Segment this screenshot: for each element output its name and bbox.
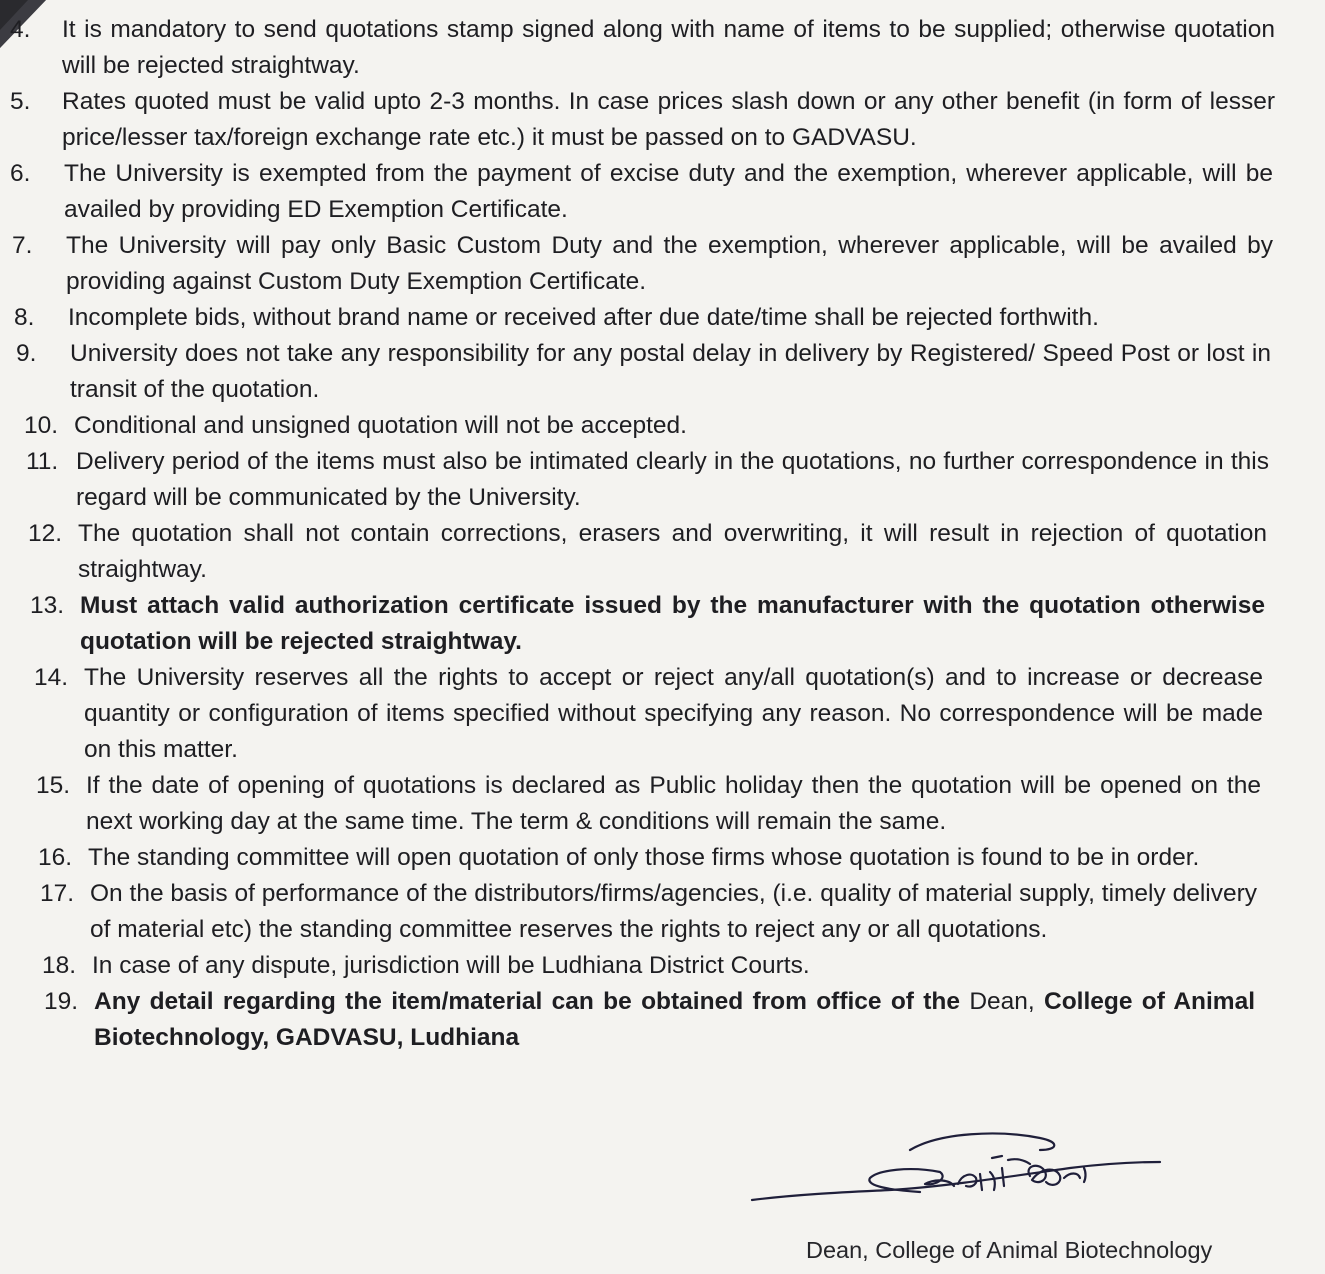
term-number: 15. xyxy=(36,772,71,799)
term-item-4 xyxy=(10,12,1275,84)
term-item-14 xyxy=(34,660,1263,768)
term-item-17 xyxy=(40,876,1257,948)
term-text-bold-part: Any detail regarding the item/material can be obtained from office of the xyxy=(94,988,961,1015)
term-number: 4. xyxy=(10,16,31,43)
term-number: 10. xyxy=(24,412,59,439)
term-item-16 xyxy=(38,840,1259,876)
term-item-15 xyxy=(36,768,1261,840)
term-text: The University is exempted from the payment of excise duty and the exemption, wherever applicable, will be availed by providing ED Exemption Certificate. xyxy=(64,160,1273,223)
term-item-7 xyxy=(12,228,1273,300)
term-text-bold-part: College of Animal Biotechnology, GADVASU, Ludhiana xyxy=(94,988,1256,1051)
term-text: Must attach valid authorization certificate issued by the manufacturer with the quotation otherwise quotation will be rejected straightway. xyxy=(80,592,1265,655)
term-text: Conditional and unsigned quotation will not be accepted. xyxy=(74,412,687,439)
term-text: Rates quoted must be valid upto 2-3 months. In case prices slash down or any other benefit (in form of lesser price/lesser tax/foreign exchange rate etc.) it must be passed on to GADVASU. xyxy=(62,88,1275,151)
term-item-13 xyxy=(30,588,1265,660)
term-text xyxy=(94,984,1255,1056)
term-text: Incomplete bids, without brand name or received after due date/time shall be rejected forthwith. xyxy=(68,304,1099,331)
term-text: Delivery period of the items must also be intimated clearly in the quotations, no further correspondence in this regard will be communicated by the University. xyxy=(76,448,1269,511)
term-text: University does not take any responsibility for any postal delay in delivery by Registered/ Speed Post or lost in transit of the quotation. xyxy=(70,340,1271,403)
term-number: 9. xyxy=(16,340,37,367)
term-number: 18. xyxy=(42,952,77,979)
term-number: 6. xyxy=(10,160,31,187)
term-text-normal-part: Dean, xyxy=(960,988,1035,1015)
term-number: 8. xyxy=(14,304,35,331)
term-text: On the basis of performance of the distributors/firms/agencies, (i.e. quality of material supply, timely delivery of material etc) the standing committee reserves the rights to reject any or all quotations. xyxy=(90,880,1257,943)
term-number: 12. xyxy=(28,520,63,547)
term-number: 17. xyxy=(40,880,75,907)
term-number: 5. xyxy=(10,88,31,115)
term-number: 11. xyxy=(26,448,59,475)
term-text: The quotation shall not contain corrections, erasers and overwriting, it will result in rejection of quotation straightway. xyxy=(78,520,1267,583)
term-text: In case of any dispute, jurisdiction will be Ludhiana District Courts. xyxy=(92,952,810,979)
term-item-19 xyxy=(44,984,1256,1056)
term-item-9 xyxy=(16,336,1271,408)
term-text: The University reserves all the rights to accept or reject any/all quotation(s) and to increase or decrease quantity or configuration of items specified without specifying any reason. No correspondence will be made on this matter. xyxy=(84,664,1263,763)
term-item-10 xyxy=(24,408,1271,444)
term-number: 19. xyxy=(44,988,79,1015)
signatory-designation: Dean, College of Animal Biotechnology xyxy=(806,1237,1213,1263)
term-number: 16. xyxy=(38,844,73,871)
handwritten-signature xyxy=(740,1120,1180,1230)
term-item-6 xyxy=(10,156,1273,228)
term-text: The University will pay only Basic Custom Duty and the exemption, wherever applicable, will be availed by providing against Custom Duty Exemption Certificate. xyxy=(66,232,1273,295)
term-item-18 xyxy=(42,948,1257,984)
term-number: 14. xyxy=(34,664,69,691)
term-number: 7. xyxy=(12,232,33,259)
term-item-5 xyxy=(10,84,1275,156)
term-number: 13. xyxy=(30,592,65,619)
term-text: If the date of opening of quotations is declared as Public holiday then the quotation will be opened on the next working day at the same time. The term & conditions will remain the same. xyxy=(86,772,1261,835)
term-text: The standing committee will open quotation of only those firms whose quotation is found to be in order. xyxy=(88,844,1200,871)
terms-and-conditions-list xyxy=(0,12,1325,1056)
term-item-8 xyxy=(14,300,1273,336)
term-text: It is mandatory to send quotations stamp signed along with name of items to be supplied; otherwise quotation will be rejected straightway. xyxy=(62,16,1275,79)
term-item-11 xyxy=(26,444,1269,516)
term-item-12 xyxy=(28,516,1267,588)
